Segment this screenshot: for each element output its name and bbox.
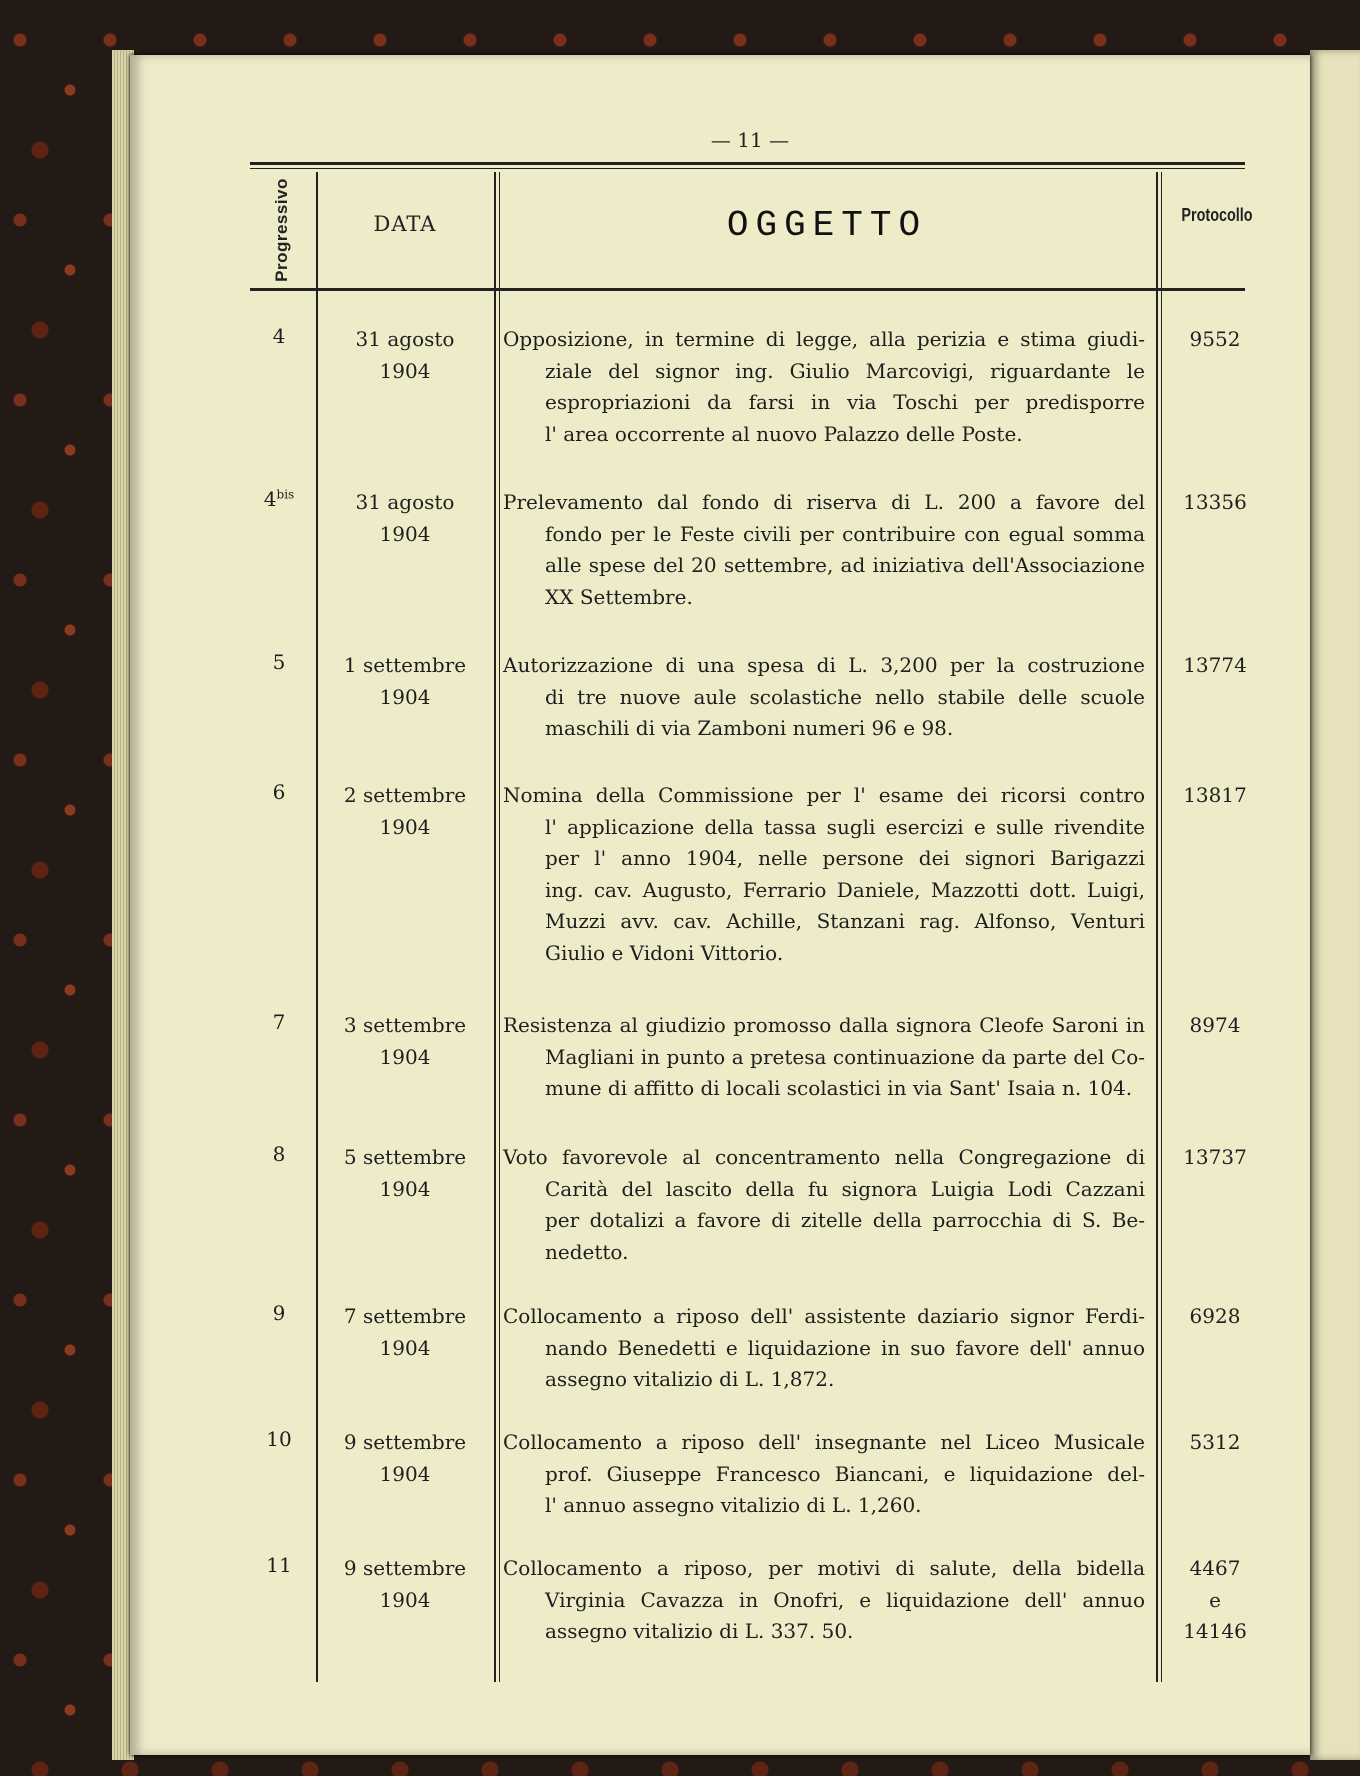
row-progressivo — [252, 487, 306, 511]
row-progressivo — [252, 780, 306, 804]
row-date — [318, 324, 492, 387]
row-progressivo — [252, 1142, 306, 1166]
row-number: 5 — [272, 650, 286, 674]
row-date — [318, 1553, 492, 1616]
row-oggetto — [503, 780, 1145, 969]
row-oggetto-line: nando Benedetti e liquidazione in suo favore dell' annuo — [545, 1335, 1145, 1360]
row-protocollo — [1160, 1553, 1270, 1648]
row-date — [318, 1142, 492, 1205]
column-rule-3 — [1156, 172, 1158, 1682]
row-number: 6 — [272, 780, 286, 804]
facing-page-edge — [1310, 50, 1360, 1760]
row-date-year: 1904 — [379, 1461, 431, 1486]
row-oggetto — [503, 1553, 1145, 1648]
row-oggetto-line: espropriazioni da farsi in via Toschi per predisporre — [545, 390, 1145, 414]
row-protocollo-value: e — [1209, 1587, 1221, 1612]
row-date — [318, 1010, 492, 1073]
row-oggetto-line: Resistenza al giudizio promosso dalla signora Cleofe Saroni in — [503, 1013, 1145, 1037]
row-oggetto-line: Carità del lascito della fu signora Luigia Lodi Cazzani — [545, 1176, 1145, 1201]
row-oggetto-line: Giulio e Vidoni Vittorio. — [545, 940, 784, 965]
row-date-year: 1904 — [379, 1044, 431, 1069]
row-oggetto-line: per dotalizi a favore di zitelle della parrocchia di S. Be- — [545, 1208, 1145, 1232]
row-oggetto — [503, 324, 1145, 450]
row-oggetto-line: Prelevamento dal fondo di riserva di L. 200 a favore del — [503, 490, 1145, 514]
row-date-day: 3 settembre — [343, 1013, 467, 1037]
column-rule-2b — [499, 172, 500, 1682]
row-date-day: 7 settembre — [343, 1304, 467, 1328]
row-protocollo — [1160, 780, 1270, 812]
row-date — [318, 1427, 492, 1490]
row-progressivo — [252, 1301, 306, 1325]
header-oggetto: OGGETTO — [726, 205, 928, 246]
row-progressivo — [252, 324, 306, 348]
row-protocollo — [1160, 1427, 1270, 1459]
row-protocollo-value: 6928 — [1189, 1304, 1241, 1328]
row-protocollo — [1160, 650, 1270, 682]
row-oggetto — [503, 650, 1145, 745]
row-oggetto-line: Nomina della Commissione per l' esame dei ricorsi contro — [503, 783, 1145, 807]
row-progressivo — [252, 650, 306, 674]
row-oggetto-line: per l' anno 1904, nelle persone dei signori Barigazzi — [545, 846, 1145, 870]
row-oggetto-line: l' applicazione della tassa sugli esercizi e sulle rivendite — [545, 814, 1145, 839]
row-oggetto-line: Collocamento a riposo dell' insegnante nel Liceo Musicale — [503, 1430, 1145, 1454]
row-protocollo-value: 8974 — [1189, 1013, 1241, 1037]
row-progressivo — [252, 1010, 306, 1034]
row-date-year: 1904 — [379, 521, 431, 546]
row-oggetto-line: l' area occorrente al nuovo Palazzo delle Poste. — [545, 421, 1023, 446]
row-oggetto — [503, 1427, 1145, 1522]
row-protocollo-value: 13817 — [1183, 783, 1247, 807]
row-date-year: 1904 — [379, 814, 431, 839]
row-protocollo — [1160, 487, 1270, 519]
row-date-day: 31 agosto — [355, 490, 455, 514]
row-oggetto-line: Muzzi avv. cav. Achille, Stanzani rag. Alfonso, Venturi — [545, 909, 1145, 933]
row-protocollo — [1160, 1010, 1270, 1042]
row-protocollo-value: 5312 — [1189, 1430, 1241, 1454]
row-date-day: 5 settembre — [343, 1145, 467, 1169]
row-date — [318, 780, 492, 843]
row-progressivo — [252, 1553, 306, 1577]
top-rule — [250, 162, 1245, 165]
row-number: 4 — [263, 487, 277, 511]
row-oggetto-line: fondo per le Feste civili per contribuire con egual somma — [545, 521, 1145, 546]
row-protocollo-value: 14146 — [1183, 1619, 1247, 1643]
row-oggetto-line: alle spese del 20 settembre, ad iniziativa dell'Associazione — [545, 553, 1145, 577]
row-date — [318, 650, 492, 713]
row-protocollo-value: 13737 — [1183, 1145, 1247, 1169]
row-number-suffix: bis — [276, 487, 295, 502]
row-oggetto-line: prof. Giuseppe Francesco Biancani, e liquidazione del- — [545, 1461, 1145, 1486]
row-oggetto-line: Collocamento a riposo, per motivi di salute, della bidella — [503, 1556, 1145, 1580]
header-protocollo: Protocollo — [1181, 205, 1253, 225]
row-date-day: 31 agosto — [355, 327, 455, 351]
row-oggetto-line: l' annuo assegno vitalizio di L. 1,260. — [545, 1493, 922, 1517]
row-date-day: 1 settembre — [343, 653, 467, 677]
row-date-day: 2 settembre — [343, 783, 467, 807]
row-number: 11 — [266, 1553, 292, 1577]
row-oggetto-line: nedetto. — [545, 1239, 629, 1264]
row-date-year: 1904 — [379, 358, 431, 383]
row-oggetto-line: Opposizione, in termine di legge, alla perizia e stima giudi- — [503, 327, 1145, 351]
row-oggetto-line: Collocamento a riposo dell' assistente daziario signor Ferdi- — [503, 1304, 1145, 1328]
row-oggetto-line: Voto favorevole al concentramento nella Congregazione di — [503, 1145, 1145, 1169]
row-oggetto-line: Virginia Cavazza in Onofri, e liquidazione dell' annuo — [545, 1587, 1145, 1612]
row-protocollo — [1160, 1142, 1270, 1174]
row-number: 4 — [272, 324, 286, 348]
top-rule-thin — [250, 168, 1245, 169]
column-rule-2 — [494, 172, 496, 1682]
header-progressivo-label: Progressivo — [272, 178, 292, 282]
row-oggetto — [503, 487, 1145, 613]
row-progressivo — [252, 1427, 306, 1451]
row-oggetto-line: XX Settembre. — [545, 584, 693, 609]
row-oggetto — [503, 1010, 1145, 1105]
row-protocollo — [1160, 1301, 1270, 1333]
header-progressivo — [262, 180, 302, 280]
row-oggetto-line: mune di affitto di locali scolastici in via Sant' Isaia n. 104. — [545, 1076, 1133, 1100]
page-number: — 11 — — [710, 128, 790, 152]
row-date-year: 1904 — [379, 1335, 431, 1360]
row-number: 9 — [272, 1301, 286, 1325]
row-oggetto-line: Autorizzazione di una spesa di L. 3,200 per la costruzione — [503, 653, 1145, 677]
header-bottom-rule — [250, 288, 1245, 291]
row-oggetto-line: ing. cav. Augusto, Ferrario Daniele, Mazzotti dott. Luigi, — [545, 877, 1145, 902]
row-date-year: 1904 — [379, 1587, 431, 1612]
row-oggetto-line: Magliani in punto a pretesa continuazione da parte del Co- — [545, 1044, 1145, 1069]
row-oggetto — [503, 1301, 1145, 1396]
row-protocollo-value: 4467 — [1189, 1556, 1241, 1580]
row-oggetto-line: assegno vitalizio di L. 1,872. — [545, 1367, 835, 1391]
row-date-day: 9 settembre — [343, 1556, 467, 1580]
row-protocollo-value: 13356 — [1183, 490, 1247, 514]
header-data: DATA — [373, 212, 437, 236]
row-oggetto-line: assegno vitalizio di L. 337. 50. — [545, 1619, 854, 1643]
row-oggetto — [503, 1142, 1145, 1268]
row-date — [318, 487, 492, 550]
row-date — [318, 1301, 492, 1364]
row-oggetto-line: maschili di via Zamboni numeri 96 e 98. — [545, 716, 954, 740]
row-date-year: 1904 — [379, 684, 431, 709]
row-date-day: 9 settembre — [343, 1430, 467, 1454]
row-protocollo-value: 9552 — [1189, 327, 1241, 351]
row-number: 10 — [266, 1427, 292, 1451]
row-number: 7 — [272, 1010, 286, 1034]
row-protocollo — [1160, 324, 1270, 356]
row-number: 8 — [272, 1142, 286, 1166]
row-oggetto-line: di tre nuove aule scolastiche nello stabile delle scuole — [545, 684, 1145, 709]
row-date-year: 1904 — [379, 1176, 431, 1201]
row-oggetto-line: ziale del signor ing. Giulio Marcovigi, riguardante le — [545, 358, 1145, 383]
row-protocollo-value: 13774 — [1183, 653, 1247, 677]
